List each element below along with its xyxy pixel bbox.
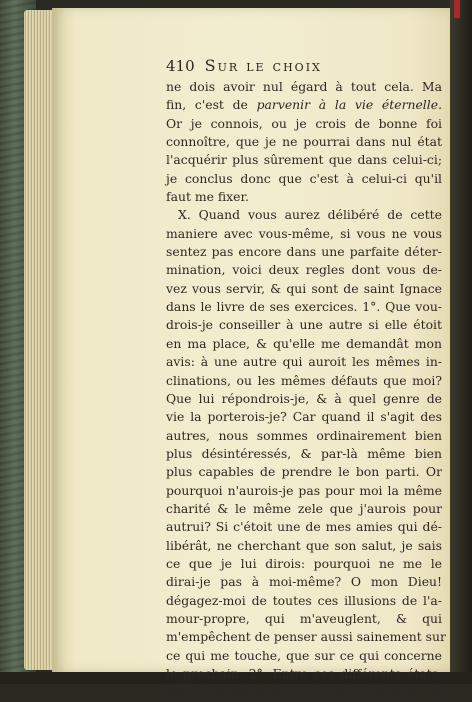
text-line: mour-propre, qui m'aveuglent, & qui	[166, 610, 442, 626]
text-line: libérât, ne cherchant que son salut, je sais	[166, 537, 442, 553]
text-line: en ma place, & qu'elle me demandât mon	[166, 335, 442, 351]
text-line: maniere avec vous-même, si vous ne vous	[166, 225, 442, 241]
italic-phrase: parvenir à la vie éternelle.	[256, 97, 443, 113]
text-line: ne dois avoir nul égard à tout cela. Ma	[166, 79, 442, 94]
text-line: plus capables de prendre le bon parti. Or	[166, 464, 442, 480]
text-line: plus désintéressés, & par-là même bien	[166, 445, 442, 461]
page-number: 410	[166, 57, 195, 75]
text-line: connoître, que je ne pourrai dans nul état	[166, 134, 442, 150]
running-head: Sur le choix	[204, 56, 322, 75]
text-line: Or je connois, ou je crois de bonne foi	[166, 115, 442, 131]
text-line: sentez pas encore dans une parfaite déter-	[166, 244, 442, 260]
text-line: autres, nous sommes ordinairement bien	[166, 427, 442, 443]
text-line: ce que je lui dirois: pourquoi ne me le	[166, 555, 442, 571]
text-line: lequel voudrois-je avoir pris, lorsque je	[166, 684, 442, 700]
text-line: vez vous servir, & qui sont de saint Ignace	[166, 280, 442, 296]
text-line: Que lui répondrois-je, & à quel genre de	[166, 390, 442, 406]
body-text	[166, 78, 446, 702]
text-line: charité & le même zele que j'aurois pour	[166, 500, 442, 516]
text-line: m'empêchent de penser aussi sainement sur	[166, 629, 446, 645]
text-line: faut me fixer.	[166, 189, 249, 205]
page-header	[166, 56, 436, 78]
page-edges	[24, 10, 54, 670]
text-run: fin, c'est de	[166, 97, 257, 113]
text-line: dirai-je pas à moi-même? O mon Dieu!	[166, 574, 442, 590]
text-line: clinations, ou les mêmes défauts que moi?	[166, 372, 442, 388]
text-line: X. Quand vous aurez délibéré de cette	[178, 207, 442, 223]
text-line: ce qui me touche, que sur ce qui concerne	[166, 647, 442, 663]
text-line: autrui? Si c'étoit une de mes amies qui dé-	[166, 519, 442, 535]
text-line: pourquoi n'aurois-je pas pour moi la même	[166, 482, 442, 498]
text-line: je conclus donc que c'est à celui-ci qu'il	[166, 170, 442, 186]
book-cover-right	[450, 0, 472, 684]
text-line	[166, 96, 442, 114]
text-line: le prochain. 2°. Entre ces différents états,	[166, 666, 442, 681]
text-line: dégagez-moi de toutes ces illusions de l'a-	[166, 592, 442, 608]
text-line: vie la porterois-je? Car quand il s'agit des	[166, 409, 442, 425]
text-line: avis: à une autre qui auroit les mêmes in-	[166, 354, 442, 370]
text-line: dans le livre de ses exercices. 1°. Que vou-	[166, 299, 442, 315]
text-line: l'acquérir plus sûrement que dans celui-ci;	[166, 152, 442, 168]
text-line: mination, voici deux regles dont vous de-	[166, 262, 442, 278]
text-line: drois-je conseiller à une autre si elle étoit	[166, 317, 442, 333]
